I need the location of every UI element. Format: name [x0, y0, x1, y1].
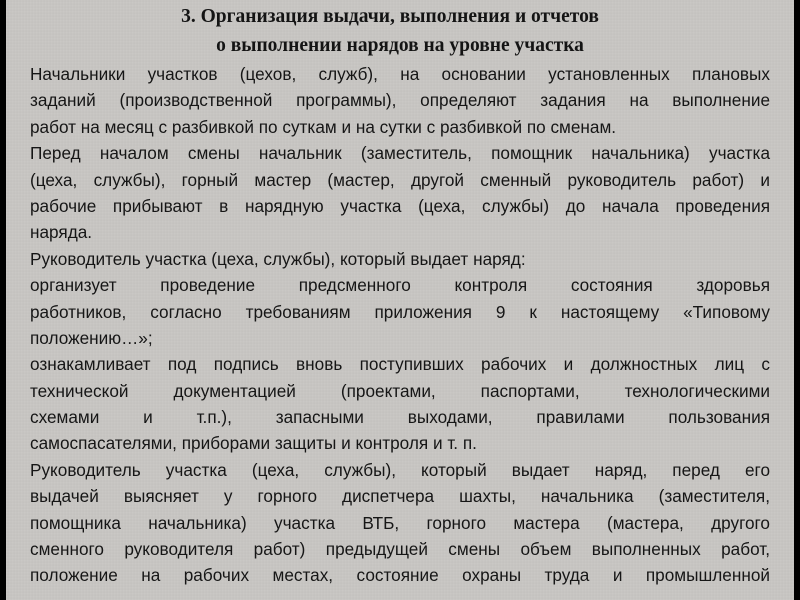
paragraph-documentation-briefing	[30, 351, 770, 457]
slide-title-line-1: 3. Организация выдачи, выполнения и отчетов	[181, 6, 599, 27]
slide-title-line-2: о выполнении нарядов на уровне участка	[216, 35, 584, 56]
text-line: наряда.	[30, 222, 93, 243]
text-line: рабочие прибывают в нарядную участка (цеха, службы) до начала проведения	[30, 195, 770, 216]
text-line: выдачей выясняет у горного диспетчера шахты, начальника (заместителя,	[30, 486, 770, 507]
text-line: (цеха, службы), горный мастер (мастер, другой сменный руководитель работ) и	[30, 169, 770, 190]
text-line: Руководитель участка (цеха, службы), который выдает наряд:	[30, 248, 526, 269]
paragraph-work-planning	[30, 61, 770, 140]
paragraph-pre-assignment-check	[30, 457, 770, 589]
text-line: Перед началом смены начальник (заместитель, помощник начальника) участка	[30, 143, 770, 164]
paragraph-supervisor-intro	[30, 246, 770, 272]
slide-title	[6, 0, 794, 60]
text-line: помощника начальника) участка ВТБ, горного мастера (мастера, другого	[30, 512, 770, 533]
paragraph-health-control	[30, 272, 770, 351]
text-line: работников, согласно требованиям приложения 9 к настоящему «Типовому	[30, 301, 770, 322]
slide	[6, 0, 794, 600]
text-line: заданий (производственной программы), определяют задания на выполнение	[30, 90, 770, 111]
text-line: Руководитель участка (цеха, службы), который выдает наряд, перед его	[30, 459, 770, 480]
text-line: положению…»;	[30, 327, 153, 348]
text-line: работ на месяц с разбивкой по суткам и на сутки с разбивкой по сменам.	[30, 116, 617, 137]
text-line: организует проведение предсменного контроля состояния здоровья	[30, 275, 770, 296]
text-line: сменного руководителя работ) предыдущей смены объем выполненных работ,	[30, 539, 770, 560]
slide-body	[30, 61, 770, 589]
text-line: ознакамливает под подпись вновь поступивших рабочих и должностных лиц с	[30, 354, 770, 375]
text-line: самоспасателями, приборами защиты и контроля и т. п.	[30, 433, 477, 454]
text-line: положение на рабочих местах, состояние охраны труда и промышленной	[30, 565, 770, 586]
text-line: схемами и т.п.), запасными выходами, правилами пользования	[30, 407, 770, 428]
text-line: технической документацией (проектами, паспортами, технологическими	[30, 380, 770, 401]
text-line: Начальники участков (цехов, служб), на основании установленных плановых	[30, 64, 770, 84]
paragraph-shift-start	[30, 140, 770, 246]
